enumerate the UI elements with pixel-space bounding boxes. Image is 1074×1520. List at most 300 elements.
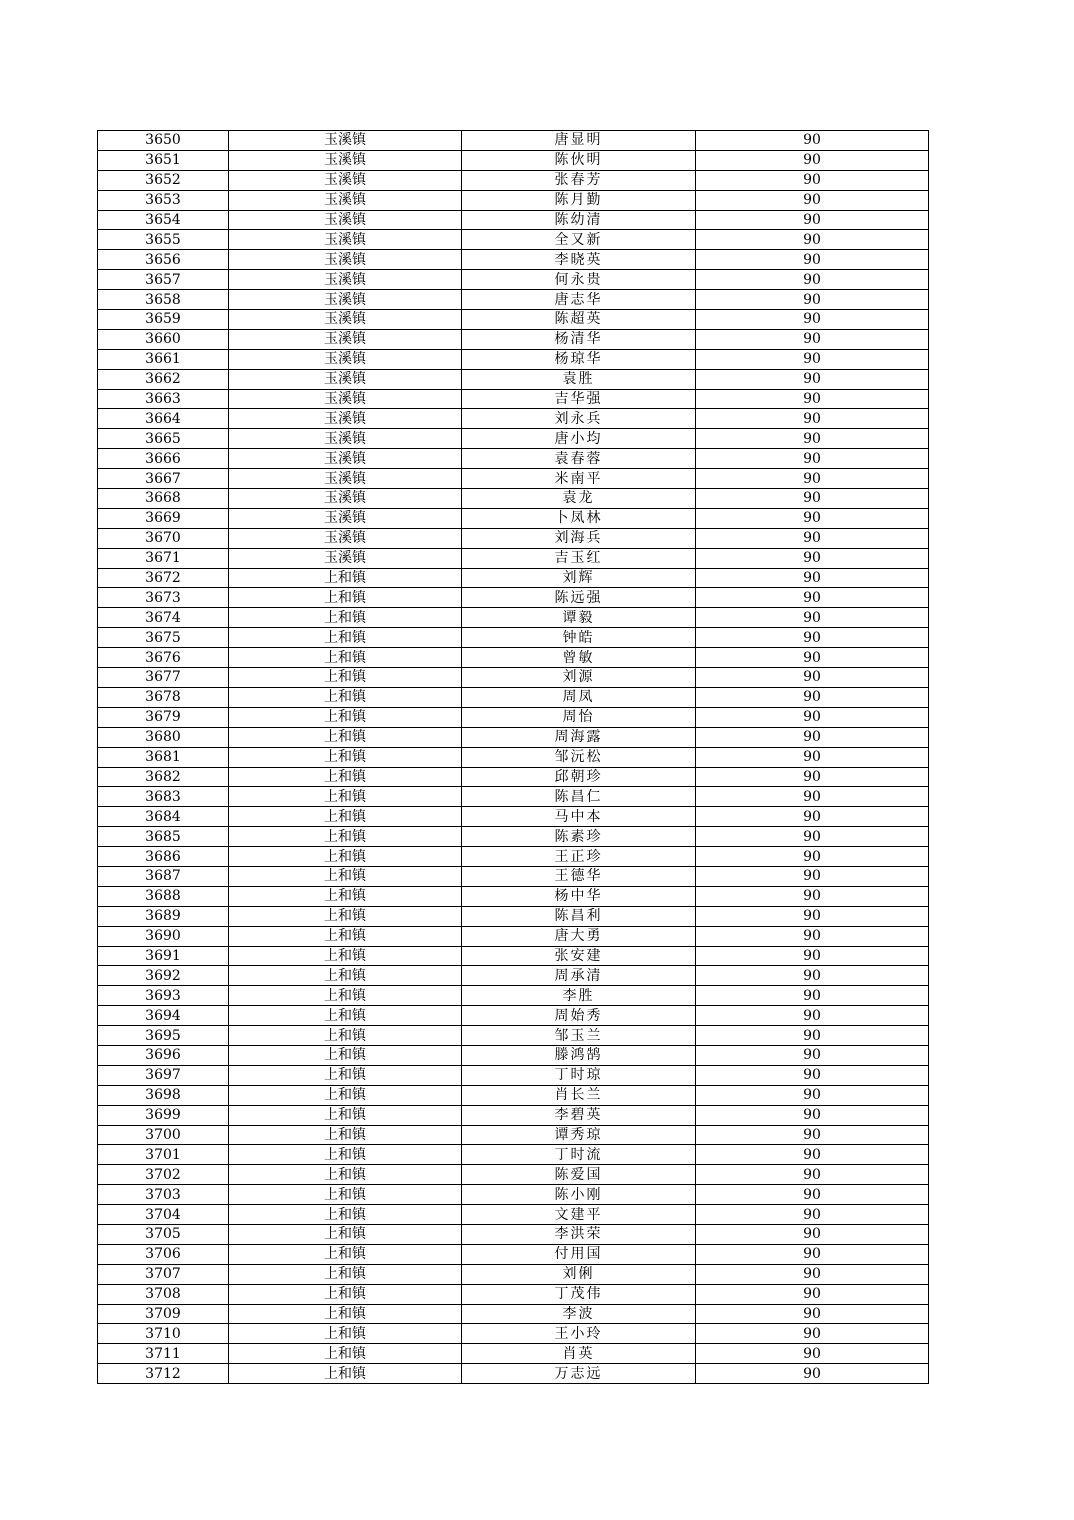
row-number-cell: 3676 (98, 648, 229, 668)
town-cell: 玉溪镇 (229, 150, 462, 170)
table-row (98, 1065, 929, 1085)
person-name-cell: 唐大勇 (462, 926, 696, 946)
amount-cell: 90 (696, 886, 929, 906)
amount-cell: 90 (696, 210, 929, 230)
amount-cell: 90 (696, 508, 929, 528)
table-row (98, 847, 929, 867)
table-row (98, 1185, 929, 1205)
row-number-cell: 3702 (98, 1165, 229, 1185)
table-row (98, 727, 929, 747)
amount-cell: 90 (696, 648, 929, 668)
table-row (98, 290, 929, 310)
row-number-cell: 3686 (98, 847, 229, 867)
town-cell: 玉溪镇 (229, 310, 462, 330)
town-cell: 上和镇 (229, 1085, 462, 1105)
person-name-cell: 谭秀琼 (462, 1125, 696, 1145)
person-name-cell: 周始秀 (462, 1006, 696, 1026)
amount-cell: 90 (696, 329, 929, 349)
town-cell: 上和镇 (229, 1324, 462, 1344)
table-row (98, 1105, 929, 1125)
row-number-cell: 3697 (98, 1065, 229, 1085)
amount-cell: 90 (696, 946, 929, 966)
person-name-cell: 何永贵 (462, 270, 696, 290)
table-row (98, 807, 929, 827)
amount-cell: 90 (696, 1006, 929, 1026)
person-name-cell: 邱朝珍 (462, 767, 696, 787)
town-cell: 上和镇 (229, 1125, 462, 1145)
person-name-cell: 吉玉红 (462, 548, 696, 568)
person-name-cell: 邹沅松 (462, 747, 696, 767)
row-number-cell: 3709 (98, 1304, 229, 1324)
table-row (98, 528, 929, 548)
town-cell: 上和镇 (229, 827, 462, 847)
person-name-cell: 邹玉兰 (462, 1026, 696, 1046)
amount-cell: 90 (696, 1165, 929, 1185)
person-name-cell: 陈爱国 (462, 1165, 696, 1185)
table-row (98, 1145, 929, 1165)
table-row (98, 1085, 929, 1105)
row-number-cell: 3673 (98, 588, 229, 608)
row-number-cell: 3700 (98, 1125, 229, 1145)
amount-cell: 90 (696, 1205, 929, 1225)
row-number-cell: 3708 (98, 1284, 229, 1304)
person-name-cell: 谭毅 (462, 608, 696, 628)
town-cell: 玉溪镇 (229, 170, 462, 190)
row-number-cell: 3660 (98, 329, 229, 349)
person-name-cell: 文建平 (462, 1205, 696, 1225)
amount-cell: 90 (696, 767, 929, 787)
person-name-cell: 陈素珍 (462, 827, 696, 847)
row-number-cell: 3711 (98, 1344, 229, 1364)
town-cell: 玉溪镇 (229, 290, 462, 310)
table-row (98, 1026, 929, 1046)
person-name-cell: 刘辉 (462, 568, 696, 588)
person-name-cell: 卜凤林 (462, 508, 696, 528)
amount-cell: 90 (696, 170, 929, 190)
table-body (98, 131, 929, 1384)
town-cell: 玉溪镇 (229, 349, 462, 369)
town-cell: 玉溪镇 (229, 230, 462, 250)
person-name-cell: 丁茂伟 (462, 1284, 696, 1304)
row-number-cell: 3665 (98, 429, 229, 449)
amount-cell: 90 (696, 1324, 929, 1344)
table-row (98, 1364, 929, 1384)
row-number-cell: 3680 (98, 727, 229, 747)
person-name-cell: 陈月勤 (462, 190, 696, 210)
person-name-cell: 唐显明 (462, 131, 696, 151)
row-number-cell: 3710 (98, 1324, 229, 1344)
amount-cell: 90 (696, 1185, 929, 1205)
table-row (98, 170, 929, 190)
row-number-cell: 3685 (98, 827, 229, 847)
person-name-cell: 刘海兵 (462, 528, 696, 548)
amount-cell: 90 (696, 270, 929, 290)
row-number-cell: 3678 (98, 687, 229, 707)
amount-cell: 90 (696, 528, 929, 548)
row-number-cell: 3691 (98, 946, 229, 966)
town-cell: 上和镇 (229, 1284, 462, 1304)
person-name-cell: 王正珍 (462, 847, 696, 867)
person-name-cell: 李胜 (462, 986, 696, 1006)
row-number-cell: 3666 (98, 449, 229, 469)
table-row (98, 1264, 929, 1284)
table-row (98, 886, 929, 906)
person-name-cell: 张春芳 (462, 170, 696, 190)
amount-cell: 90 (696, 687, 929, 707)
table-row (98, 767, 929, 787)
person-name-cell: 李晓英 (462, 250, 696, 270)
row-number-cell: 3688 (98, 886, 229, 906)
amount-cell: 90 (696, 190, 929, 210)
person-name-cell: 唐志华 (462, 290, 696, 310)
person-name-cell: 王德华 (462, 866, 696, 886)
town-cell: 上和镇 (229, 906, 462, 926)
row-number-cell: 3712 (98, 1364, 229, 1384)
amount-cell: 90 (696, 628, 929, 648)
row-number-cell: 3698 (98, 1085, 229, 1105)
table-row (98, 270, 929, 290)
town-cell: 上和镇 (229, 847, 462, 867)
row-number-cell: 3706 (98, 1244, 229, 1264)
row-number-cell: 3655 (98, 230, 229, 250)
town-cell: 玉溪镇 (229, 528, 462, 548)
table-row (98, 250, 929, 270)
town-cell: 上和镇 (229, 1065, 462, 1085)
table-row (98, 329, 929, 349)
person-name-cell: 王小玲 (462, 1324, 696, 1344)
row-number-cell: 3687 (98, 866, 229, 886)
person-name-cell: 丁时流 (462, 1145, 696, 1165)
table-row (98, 1304, 929, 1324)
town-cell: 上和镇 (229, 986, 462, 1006)
amount-cell: 90 (696, 588, 929, 608)
town-cell: 上和镇 (229, 1344, 462, 1364)
table-row (98, 548, 929, 568)
person-name-cell: 李波 (462, 1304, 696, 1324)
amount-cell: 90 (696, 668, 929, 688)
table-row (98, 429, 929, 449)
amount-cell: 90 (696, 1224, 929, 1244)
town-cell: 上和镇 (229, 1304, 462, 1324)
amount-cell: 90 (696, 489, 929, 509)
amount-cell: 90 (696, 747, 929, 767)
town-cell: 上和镇 (229, 1264, 462, 1284)
table-row (98, 1045, 929, 1065)
town-cell: 上和镇 (229, 1185, 462, 1205)
person-name-cell: 周凤 (462, 687, 696, 707)
table-row (98, 1006, 929, 1026)
person-name-cell: 钟皓 (462, 628, 696, 648)
row-number-cell: 3694 (98, 1006, 229, 1026)
town-cell: 上和镇 (229, 1244, 462, 1264)
town-cell: 玉溪镇 (229, 489, 462, 509)
amount-cell: 90 (696, 986, 929, 1006)
row-number-cell: 3705 (98, 1224, 229, 1244)
amount-cell: 90 (696, 449, 929, 469)
person-name-cell: 马中本 (462, 807, 696, 827)
table-row (98, 588, 929, 608)
town-cell: 玉溪镇 (229, 210, 462, 230)
amount-cell: 90 (696, 807, 929, 827)
town-cell: 上和镇 (229, 767, 462, 787)
row-number-cell: 3674 (98, 608, 229, 628)
amount-cell: 90 (696, 290, 929, 310)
amount-cell: 90 (696, 1065, 929, 1085)
town-cell: 上和镇 (229, 807, 462, 827)
amount-cell: 90 (696, 469, 929, 489)
person-name-cell: 曾敏 (462, 648, 696, 668)
person-name-cell: 周怡 (462, 707, 696, 727)
table-row (98, 707, 929, 727)
table-row (98, 668, 929, 688)
town-cell: 上和镇 (229, 886, 462, 906)
table-row (98, 946, 929, 966)
amount-cell: 90 (696, 1264, 929, 1284)
table-row (98, 648, 929, 668)
row-number-cell: 3650 (98, 131, 229, 151)
person-name-cell: 唐小均 (462, 429, 696, 449)
row-number-cell: 3652 (98, 170, 229, 190)
town-cell: 上和镇 (229, 866, 462, 886)
person-name-cell: 杨中华 (462, 886, 696, 906)
amount-cell: 90 (696, 608, 929, 628)
amount-cell: 90 (696, 787, 929, 807)
table-row (98, 568, 929, 588)
person-name-cell: 袁春蓉 (462, 449, 696, 469)
row-number-cell: 3684 (98, 807, 229, 827)
person-name-cell: 周海露 (462, 727, 696, 747)
table-row (98, 1324, 929, 1344)
row-number-cell: 3656 (98, 250, 229, 270)
row-number-cell: 3669 (98, 508, 229, 528)
table-row (98, 827, 929, 847)
person-name-cell: 全又新 (462, 230, 696, 250)
table-row (98, 1244, 929, 1264)
table-row (98, 687, 929, 707)
town-cell: 玉溪镇 (229, 469, 462, 489)
person-name-cell: 陈小刚 (462, 1185, 696, 1205)
person-name-cell: 刘源 (462, 668, 696, 688)
row-number-cell: 3659 (98, 310, 229, 330)
amount-cell: 90 (696, 349, 929, 369)
town-cell: 上和镇 (229, 1105, 462, 1125)
table-row (98, 389, 929, 409)
amount-cell: 90 (696, 230, 929, 250)
amount-cell: 90 (696, 568, 929, 588)
amount-cell: 90 (696, 866, 929, 886)
town-cell: 玉溪镇 (229, 449, 462, 469)
table-row (98, 1205, 929, 1225)
town-cell: 玉溪镇 (229, 190, 462, 210)
person-name-cell: 刘永兵 (462, 409, 696, 429)
row-number-cell: 3693 (98, 986, 229, 1006)
person-name-cell: 李碧英 (462, 1105, 696, 1125)
row-number-cell: 3704 (98, 1205, 229, 1225)
amount-cell: 90 (696, 1145, 929, 1165)
row-number-cell: 3654 (98, 210, 229, 230)
person-name-cell: 陈幼清 (462, 210, 696, 230)
amount-cell: 90 (696, 389, 929, 409)
amount-cell: 90 (696, 1244, 929, 1264)
row-number-cell: 3668 (98, 489, 229, 509)
person-name-cell: 付用国 (462, 1244, 696, 1264)
row-number-cell: 3671 (98, 548, 229, 568)
table-row (98, 508, 929, 528)
row-number-cell: 3672 (98, 568, 229, 588)
town-cell: 上和镇 (229, 668, 462, 688)
row-number-cell: 3661 (98, 349, 229, 369)
table-row (98, 747, 929, 767)
amount-cell: 90 (696, 847, 929, 867)
table-row (98, 986, 929, 1006)
table-row (98, 310, 929, 330)
amount-cell: 90 (696, 310, 929, 330)
town-cell: 上和镇 (229, 707, 462, 727)
person-name-cell: 陈伙明 (462, 150, 696, 170)
amount-cell: 90 (696, 1284, 929, 1304)
town-cell: 玉溪镇 (229, 270, 462, 290)
row-number-cell: 3690 (98, 926, 229, 946)
town-cell: 上和镇 (229, 946, 462, 966)
person-name-cell: 肖长兰 (462, 1085, 696, 1105)
person-name-cell: 滕鸿鹄 (462, 1045, 696, 1065)
town-cell: 上和镇 (229, 1145, 462, 1165)
amount-cell: 90 (696, 926, 929, 946)
table-row (98, 926, 929, 946)
table-row (98, 628, 929, 648)
row-number-cell: 3664 (98, 409, 229, 429)
amount-cell: 90 (696, 150, 929, 170)
row-number-cell: 3658 (98, 290, 229, 310)
town-cell: 玉溪镇 (229, 548, 462, 568)
town-cell: 上和镇 (229, 687, 462, 707)
amount-cell: 90 (696, 1105, 929, 1125)
table-row (98, 150, 929, 170)
town-cell: 上和镇 (229, 1205, 462, 1225)
table-row (98, 131, 929, 151)
row-number-cell: 3707 (98, 1264, 229, 1284)
town-cell: 上和镇 (229, 1006, 462, 1026)
table-row (98, 1224, 929, 1244)
row-number-cell: 3670 (98, 528, 229, 548)
row-number-cell: 3681 (98, 747, 229, 767)
amount-cell: 90 (696, 1085, 929, 1105)
town-cell: 上和镇 (229, 1045, 462, 1065)
amount-cell: 90 (696, 1364, 929, 1384)
amount-cell: 90 (696, 548, 929, 568)
table-row (98, 966, 929, 986)
town-cell: 玉溪镇 (229, 250, 462, 270)
person-name-cell: 丁时琼 (462, 1065, 696, 1085)
table-row (98, 369, 929, 389)
town-cell: 上和镇 (229, 1364, 462, 1384)
town-cell: 上和镇 (229, 628, 462, 648)
data-table (97, 130, 929, 1384)
person-name-cell: 吉华强 (462, 389, 696, 409)
amount-cell: 90 (696, 727, 929, 747)
person-name-cell: 袁胜 (462, 369, 696, 389)
table-row (98, 349, 929, 369)
town-cell: 上和镇 (229, 1224, 462, 1244)
amount-cell: 90 (696, 1026, 929, 1046)
town-cell: 上和镇 (229, 787, 462, 807)
row-number-cell: 3682 (98, 767, 229, 787)
town-cell: 玉溪镇 (229, 369, 462, 389)
town-cell: 玉溪镇 (229, 131, 462, 151)
person-name-cell: 刘俐 (462, 1264, 696, 1284)
amount-cell: 90 (696, 429, 929, 449)
table-row (98, 489, 929, 509)
town-cell: 上和镇 (229, 1165, 462, 1185)
person-name-cell: 陈超英 (462, 310, 696, 330)
person-name-cell: 米南平 (462, 469, 696, 489)
town-cell: 玉溪镇 (229, 429, 462, 449)
amount-cell: 90 (696, 707, 929, 727)
row-number-cell: 3679 (98, 707, 229, 727)
amount-cell: 90 (696, 1045, 929, 1065)
table-row (98, 1344, 929, 1364)
town-cell: 上和镇 (229, 608, 462, 628)
town-cell: 上和镇 (229, 747, 462, 767)
table-row (98, 210, 929, 230)
table-row (98, 409, 929, 429)
person-name-cell: 杨清华 (462, 329, 696, 349)
row-number-cell: 3663 (98, 389, 229, 409)
amount-cell: 90 (696, 1344, 929, 1364)
amount-cell: 90 (696, 131, 929, 151)
person-name-cell: 万志远 (462, 1364, 696, 1384)
row-number-cell: 3689 (98, 906, 229, 926)
table-row (98, 230, 929, 250)
row-number-cell: 3677 (98, 668, 229, 688)
amount-cell: 90 (696, 409, 929, 429)
amount-cell: 90 (696, 1304, 929, 1324)
table-row (98, 906, 929, 926)
amount-cell: 90 (696, 827, 929, 847)
row-number-cell: 3701 (98, 1145, 229, 1165)
person-name-cell: 李洪荣 (462, 1224, 696, 1244)
row-number-cell: 3651 (98, 150, 229, 170)
row-number-cell: 3662 (98, 369, 229, 389)
amount-cell: 90 (696, 906, 929, 926)
town-cell: 玉溪镇 (229, 409, 462, 429)
town-cell: 上和镇 (229, 926, 462, 946)
person-name-cell: 陈昌仁 (462, 787, 696, 807)
person-name-cell: 袁龙 (462, 489, 696, 509)
table-row (98, 1125, 929, 1145)
table-row (98, 608, 929, 628)
row-number-cell: 3653 (98, 190, 229, 210)
amount-cell: 90 (696, 369, 929, 389)
town-cell: 上和镇 (229, 727, 462, 747)
row-number-cell: 3695 (98, 1026, 229, 1046)
amount-cell: 90 (696, 966, 929, 986)
town-cell: 上和镇 (229, 588, 462, 608)
table-row (98, 1284, 929, 1304)
table-row (98, 866, 929, 886)
town-cell: 上和镇 (229, 966, 462, 986)
town-cell: 玉溪镇 (229, 389, 462, 409)
town-cell: 玉溪镇 (229, 329, 462, 349)
row-number-cell: 3675 (98, 628, 229, 648)
table-row (98, 190, 929, 210)
table-row (98, 449, 929, 469)
row-number-cell: 3692 (98, 966, 229, 986)
table-row (98, 787, 929, 807)
amount-cell: 90 (696, 1125, 929, 1145)
town-cell: 上和镇 (229, 568, 462, 588)
person-name-cell: 肖英 (462, 1344, 696, 1364)
